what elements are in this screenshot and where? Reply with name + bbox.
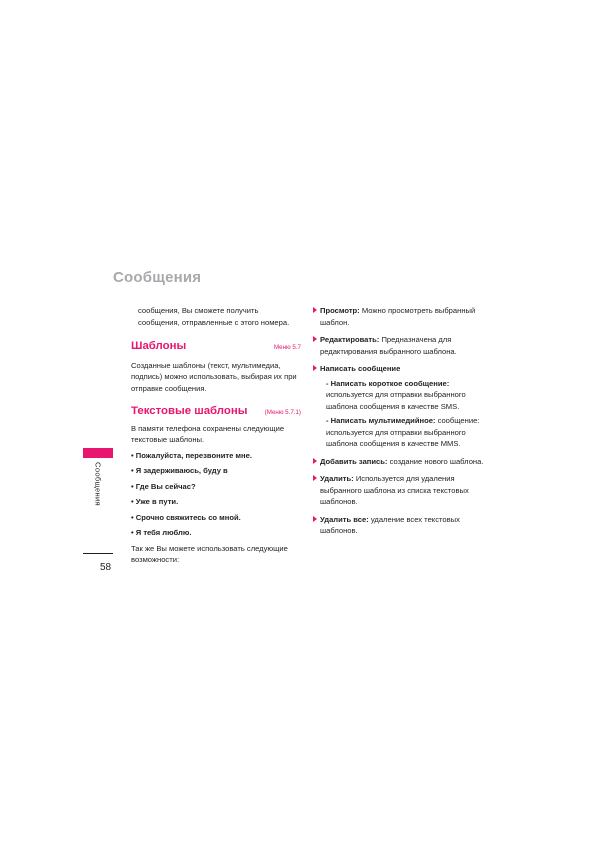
- section-tab-marker: [83, 448, 113, 458]
- list-item: • Уже в пути.: [131, 497, 179, 506]
- right-triangle-icon: [313, 365, 317, 371]
- text-templates-description: В памяти телефона сохранены следующие текстовые шаблоны.: [131, 423, 285, 444]
- option-label: Добавить запись:: [320, 456, 388, 466]
- text-templates-heading: [131, 406, 301, 419]
- option-label: Удалить:: [320, 474, 354, 483]
- option-text: Используется для удаления выбранного шаблона из списка текстовых шаблонов.: [320, 474, 469, 506]
- suboption-label: - Написать короткое сообщение:: [326, 378, 450, 388]
- option-delete-all: [313, 514, 493, 537]
- suboption-label: - Написать мультимедийное:: [326, 416, 436, 425]
- text-templates-menu-ref: (Меню 5.7.1): [264, 409, 301, 416]
- templates-description: Созданные шаблоны (текст, мультимедиа, подпись) можно использовать, выбирая их при отправке сообщения.: [131, 360, 297, 393]
- text-templates-title: Текстовые шаблоны: [131, 405, 248, 417]
- option-edit: [313, 334, 493, 357]
- list-item: • Я задерживаюсь, буду в: [131, 466, 228, 475]
- right-triangle-icon: [313, 307, 317, 313]
- suboption-short: [326, 378, 493, 413]
- option-text: удаление всех текстовых шаблонов.: [320, 514, 460, 535]
- intro-text: сообщения, Вы сможете получить сообщения, отправленные с этого номера.: [138, 306, 290, 327]
- right-triangle-icon: [313, 475, 317, 481]
- option-label: Редактировать:: [320, 335, 380, 344]
- suboption-text: используется для отправки выбранного шаблона сообщения в качестве SMS.: [326, 390, 466, 411]
- option-text: создание нового шаблона.: [387, 456, 484, 466]
- option-text: Предназначена для редактирования выбранного шаблона.: [320, 335, 457, 356]
- side-tab-label: Сообщения: [93, 462, 103, 506]
- option-write: [313, 363, 493, 450]
- right-column: [313, 305, 493, 543]
- list-item: • Где Вы сейчас?: [131, 481, 196, 491]
- list-item: • Срочно свяжитесь со мной.: [131, 512, 241, 522]
- options-outro: Так же Вы можете использовать следующие возможности:: [131, 543, 288, 564]
- templates-heading: [131, 341, 301, 354]
- section-title: Сообщения: [113, 269, 202, 286]
- page-number-rule: [83, 553, 113, 554]
- write-suboptions: [320, 378, 493, 450]
- option-view: [313, 305, 493, 328]
- templates-title: Шаблоны: [131, 340, 187, 352]
- option-label: Удалить все:: [320, 514, 369, 524]
- option-delete: [313, 473, 493, 508]
- suboption-text: сообщение: используется для отправки выбранного шаблона сообщения в качестве MMS.: [326, 416, 480, 448]
- list-item: • Пожалуйста, перезвоните мне.: [131, 450, 252, 460]
- option-label: Просмотр:: [320, 306, 360, 315]
- template-list: [131, 450, 301, 539]
- option-label: Написать сообщение: [320, 364, 401, 373]
- left-column: [131, 305, 301, 566]
- right-triangle-icon: [313, 336, 317, 342]
- right-triangle-icon: [313, 458, 317, 464]
- list-item: • Я тебя люблю.: [131, 528, 192, 537]
- templates-menu-ref: Меню 5.7: [273, 344, 301, 351]
- suboption-mms: [326, 415, 493, 450]
- option-add: [313, 456, 493, 468]
- page-number: 58: [100, 562, 112, 573]
- option-text: Можно просмотреть выбранный шаблон.: [320, 306, 476, 327]
- right-triangle-icon: [313, 516, 317, 522]
